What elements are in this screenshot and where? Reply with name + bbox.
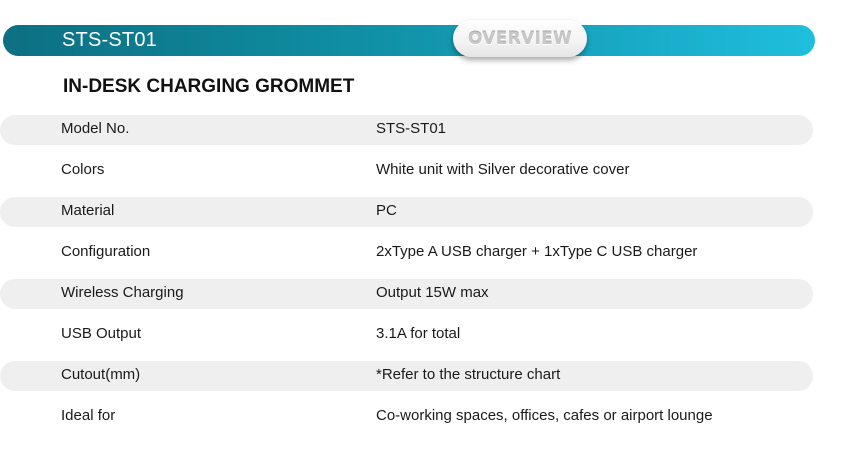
spec-value: Output 15W max [376, 284, 489, 301]
spec-value: White unit with Silver decorative cover [376, 161, 630, 178]
spec-value: Co-working spaces, offices, cafes or airport lounge [376, 407, 713, 424]
spec-value: 2xType A USB charger + 1xType C USB charger [376, 243, 698, 260]
spec-value: *Refer to the structure chart [376, 366, 561, 383]
header-banner [3, 25, 815, 56]
overview-button-label: OVERVIEW [467, 28, 573, 49]
spec-row-model [0, 113, 815, 154]
spec-table [0, 113, 815, 441]
product-title: IN-DESK CHARGING GROMMET [63, 76, 355, 97]
spec-label: Cutout(mm) [61, 366, 141, 383]
spec-row-ideal-for [0, 400, 815, 441]
spec-row-material [0, 195, 815, 236]
spec-value: STS-ST01 [376, 120, 447, 137]
spec-label: USB Output [61, 325, 142, 342]
spec-label: Colors [61, 161, 105, 178]
spec-label: Ideal for [61, 407, 116, 424]
spec-row-configuration [0, 236, 815, 277]
spec-row-usb-output [0, 318, 815, 359]
spec-row-cutout [0, 359, 815, 400]
spec-value: PC [376, 202, 397, 219]
spec-label: Wireless Charging [61, 284, 184, 301]
model-banner-title: STS-ST01 [62, 29, 157, 51]
row-background [0, 197, 813, 227]
spec-label: Model No. [61, 120, 130, 137]
spec-label: Configuration [61, 243, 151, 260]
spec-row-colors [0, 154, 815, 195]
overview-button[interactable] [453, 20, 587, 57]
spec-label: Material [61, 202, 115, 219]
spec-row-wireless-charging [0, 277, 815, 318]
spec-value: 3.1A for total [376, 325, 461, 342]
